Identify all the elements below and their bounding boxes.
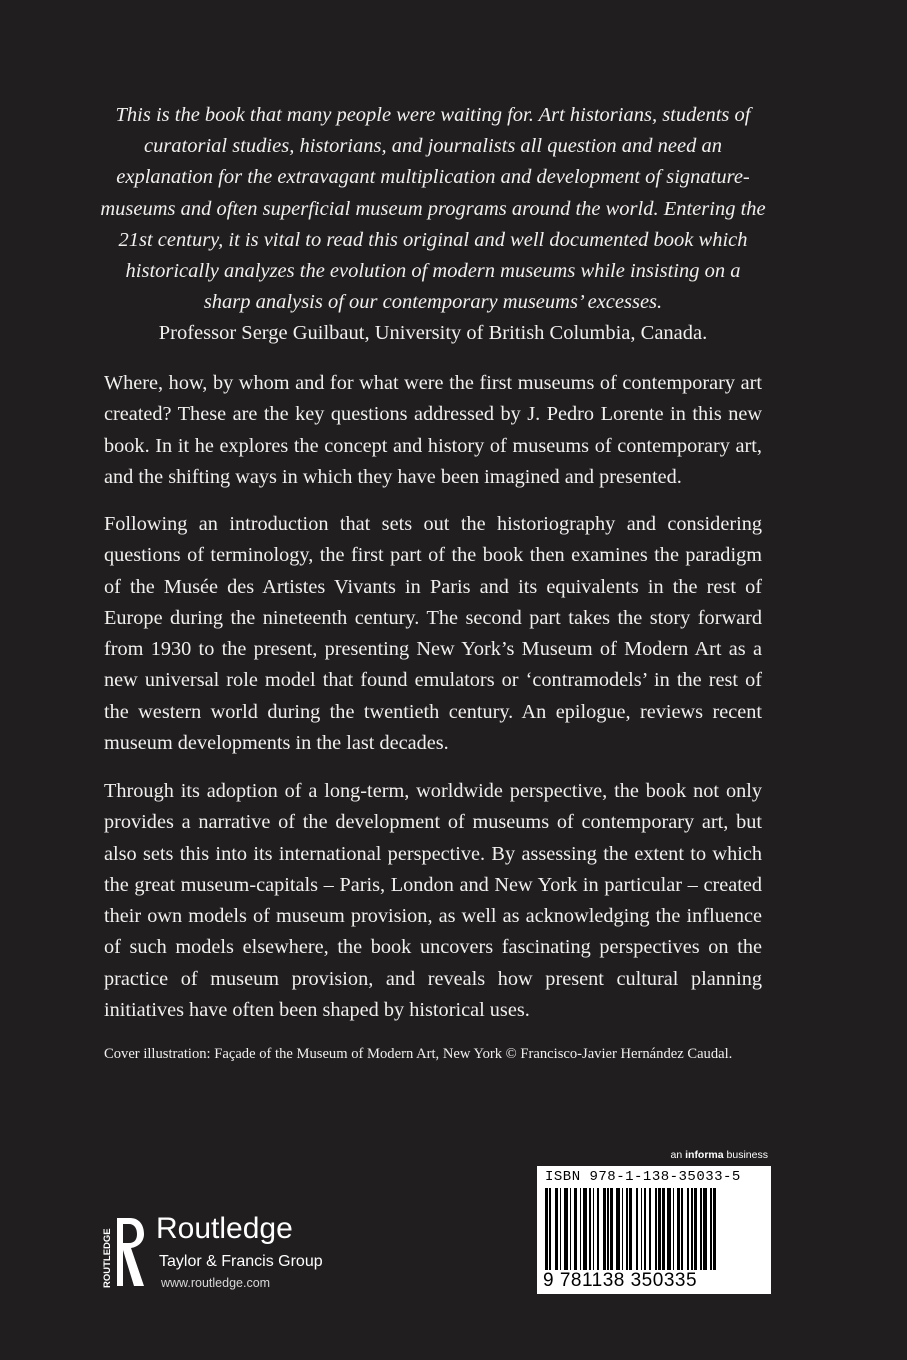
quote-text: This is the book that many people were waiting for. Art historians, students of curatorial studies, historians, and journalists all question and need an explanation for the extravagant multiplication and development of signature-museums and often superficial museum programs around the world. Entering the 21st century, it is vital to read this original and well documented book which historically analyzes the evolution of modern museums while insisting on a sharp analysis of our contemporary museums’ excesses. [100,104,766,314]
barcode-bar [629,1188,632,1270]
quote-attribution: Professor Serge Guilbaut, University of British Columbia, Canada. [158,322,708,345]
isbn-label: ISBN 978-1-138-35033-5 [545,1169,741,1185]
barcode-bar [597,1188,598,1270]
barcode-bar [616,1188,620,1270]
barcode-bar [545,1188,548,1270]
barcode-bar [560,1188,561,1270]
informa-tagline [650,1149,768,1161]
barcode-bar [603,1188,606,1270]
barcode-bar [626,1188,627,1270]
barcode-bar [667,1188,671,1270]
barcode-bar [703,1188,707,1270]
barcode-bar [644,1188,647,1270]
barcode-bar [687,1188,688,1270]
informa-prefix: an [670,1149,683,1161]
description-paragraph-2: Following an introduction that sets out the historiography and considering questions of terminology, the first part of the book then examines the paradigm of the Musée des Artistes Vivants in Paris and its equivalents in the rest of Europe during the nineteenth century. The second part takes the story forward from 1930 to the present, presenting New York’s Museum of Modern Art as a new universal role model that found emulators or ‘contramodels’ in the rest of the western world during the twentieth century. An epilogue, reviews recent museum developments in the last decades. [104,513,762,755]
barcode-bar [622,1188,623,1270]
barcode-bar [607,1188,608,1270]
barcode-bar [570,1188,571,1270]
publisher-url[interactable]: www.routledge.com [161,1276,271,1290]
barcode-bar [655,1188,656,1270]
barcode-bar [589,1188,592,1270]
barcode-bar [641,1188,642,1270]
barcode-bar [574,1188,577,1270]
barcode-bar [583,1188,587,1270]
barcode-bar [662,1188,665,1270]
barcode-bar [649,1188,650,1270]
barcode-bar [564,1188,568,1270]
barcode-bar [700,1188,701,1270]
barcode-bar [677,1188,680,1270]
barcode-bar [549,1188,550,1270]
informa-brand: informa [685,1149,724,1161]
informa-suffix: business [726,1149,768,1161]
barcode-bar [593,1188,594,1270]
description-paragraph-3: Through its adoption of a long-term, worldwide perspective, the book not only provides a narrative of the development of museums of contemporary art, but also sets this into its international perspective. By assessing the extent to which the great museum-capitals – Paris, London and New York in particular – created their own models of museum provision, as well as acknowledging the influence of such models elsewhere, the book uncovers fascinating perspectives on the practice of museum provision, and reveals how present cultural planning initiatives have often been shaped by historical uses. [104,780,762,1022]
barcode-bar [713,1188,716,1270]
isbn-digits: 9 781138 350335 [543,1270,698,1291]
routledge-logo-icon [100,1214,148,1290]
publisher-group: Taylor & Francis Group [159,1253,323,1270]
barcode-bar [710,1188,711,1270]
publisher-logo [100,1210,360,1290]
endorsement-quote [100,100,766,350]
routledge-vertical-text: ROUTLEDGE [102,1228,113,1288]
description-paragraph-1: Where, how, by whom and for what were the first museums of contemporary art created? These are the key questions addressed by J. Pedro Lorente in this new book. In it he explores the concept and history of museums of contemporary art, and the shifting ways in which they have been imagined and presented. [104,372,762,488]
barcode-bar [691,1188,692,1270]
barcode-bar [610,1188,613,1270]
publisher-name: Routledge [156,1212,293,1245]
barcode-bar [580,1188,581,1270]
barcode-bar [658,1188,661,1270]
barcode-bar [636,1188,637,1270]
barcode-bar [681,1188,682,1270]
isbn-barcode [537,1166,771,1294]
cover-credit: Cover illustration: Façade of the Museum of Modern Art, New York © Francisco-Javier Hernández Caudal. [104,1046,733,1062]
barcode-bars [545,1188,763,1270]
barcode-bar [555,1188,558,1270]
barcode-bar [694,1188,697,1270]
barcode-bar [673,1188,674,1270]
